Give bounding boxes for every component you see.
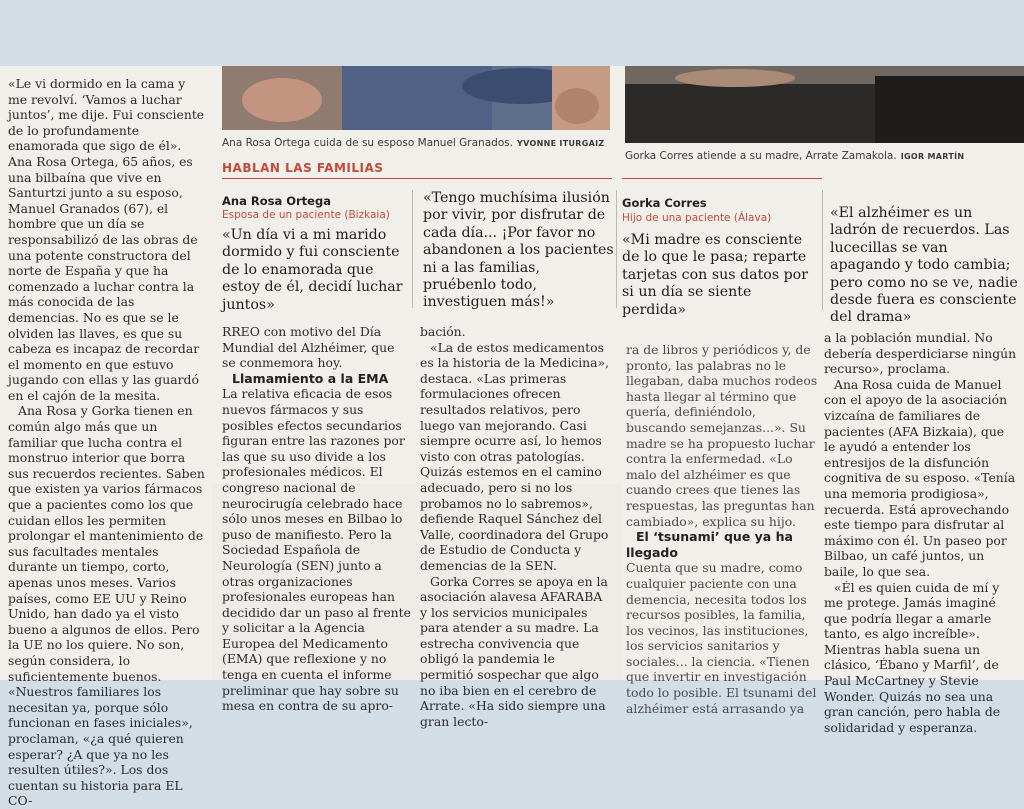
- paragraph: «Le vi dormido en la cama y me revolví. ‘Vamos a luchar juntos’, me dije. Fui consciente de lo profundamente enamorada que sigo de él». Ana Rosa Ortega, 65 años, es una bilbaína que vive en Santurtzi junto a su esposo, Manuel Granados (67), el hombre que un día se responsabilizó de las obras de una potente constructora del norte de España y que ha comenzado a luchar contra la más conocida de las demencias. No es que se le olviden las llaves, es que su cabeza es incapaz de recordar el momento en que estuvo jugando con ellas y las guardó en el cajón de la mesita.: [8, 76, 205, 403]
- paragraph: «Él es quien cuida de mí y me protege. Jamás imaginé que podría llegar a amarle tanto, es algo increíble». Mientras habla suena un clásico, ‘Ébano y Marfil’, de Paul McCartney y Stevie Wonder. Quizás no sea una gran canción, pero habla de solidaridad y esperanza.: [824, 579, 1001, 735]
- testimonial-quote: «Tengo muchísima ilusión por vivir, por disfrutar de cada día... ¡Por favor no abandonen a los pacientes ni a las familias, pruébenlo todo, investiguen más!»: [423, 190, 614, 311]
- body-column-1: [8, 76, 208, 809]
- paragraph: Ana Rosa cuida de Manuel con el apoyo de la asociación vizcaína de familiares de pacientes (AFA Bizkaia), que le ayudó a entender los entresijos de la disfunción cognitiva de su esposo. «Tenía una memoria prodigiosa», recuerda. Está aprovechando este tiempo para disfrutar al máximo con él. Un paseo por Bilbao, un café juntos, un baile, lo que sea.: [824, 376, 1016, 579]
- body-column-3: [420, 324, 612, 729]
- testimonial-role: Esposa de un paciente (Bizkaia): [222, 209, 390, 221]
- body-column-4: [626, 342, 818, 716]
- column-divider: [822, 190, 823, 310]
- section-rule-right: [622, 178, 822, 179]
- paragraph: a la población mundial. No debería desperdiciarse ningún recurso», proclama.: [824, 330, 1017, 377]
- body-column-5: [824, 330, 1018, 735]
- body-column-2: [222, 324, 412, 714]
- paragraph: ra de libros y periódicos y, de pronto, las palabras no le llegaban, daba muchos rodeos hasta llegar al término que quería, definiéndolo, buscando semejanzas...». Su madre se ha propuesto luchar contra la enfermedad. «Lo malo del alzhéimer es que cuando crees que tienes las respuestas, las preguntas han cambiado», explica su hijo.: [626, 342, 818, 529]
- caption-text: Ana Rosa Ortega cuida de su esposo Manuel Granados.: [222, 137, 514, 149]
- section-title: HABLAN LAS FAMILIAS: [222, 161, 384, 175]
- photo-credit: YVONNE ITURGAIZ: [517, 139, 605, 148]
- column-divider: [412, 190, 413, 308]
- paragraph: «La de estos medicamentos es la historia de la Medicina», destaca. «Las primeras formulaciones ofrecen resultados relativos, pero luego van mejorando. Casi siempre ocurre así, lo hemos visto con otras patologías. Quizás estemos en el camino adecuado, pero si no los probamos no lo sabremos», defiende Raquel Sánchez del Valle, coordinadora del Grupo de Estudio de Conducta y demencias de la SEN.: [420, 339, 610, 573]
- testimonial-quote: «El alzhéimer es un ladrón de recuerdos. Las lucecillas se van apagando y todo cambia; pero como no se ve, nadie desde fuera es consciente del drama»: [830, 205, 1018, 326]
- photo-gorka-arrate: [625, 66, 1024, 143]
- photo-ana-rosa-manuel: [222, 66, 610, 130]
- photo-caption-1: [222, 137, 604, 149]
- section-rule: [222, 178, 612, 179]
- paragraph: La relativa eficacia de esos nuevos fármacos y sus posibles efectos secundarios figuran entre las razones por las que su uso divide a los profesionales médicos. El congreso nacional de neurocirugía celebrado hace sólo unos meses en Bilbao lo puso de manifiesto. Pero la Sociedad Española de Neurología (SEN) junto a otras organizaciones profesionales europeas han decidido dar un paso al frente y solicitar a la Agencia Europea del Medicamento (EMA) que reflexione y no tenga en cuenta el informe preliminar que hay sobre su mesa en contra de su apro-: [222, 386, 411, 714]
- subheading: El ‘tsunami’ que ya ha llegado: [626, 529, 793, 560]
- testimonial-quote: «Un día vi a mi marido dormido y fui consciente de lo enamorada que estoy de él, decidí luchar juntos»: [222, 227, 403, 313]
- testimonial-role: Hijo de una paciente (Álava): [622, 212, 772, 224]
- subheading: Llamamiento a la EMA: [232, 370, 389, 386]
- testimonial-name: Ana Rosa Ortega: [222, 194, 331, 208]
- paragraph: Ana Rosa y Gorka tienen en común algo más que un familiar que lucha contra el monstruo interior que borra sus recuerdos recientes. Saben que existen ya varios fármacos que a pacientes como los que cuidan ellos les permiten prolongar el mantenimiento de sus facultades mentales durante un tiempo, corto, apenas unos meses. Varios países, como EE UU y Reino Unido, han dado ya el visto bueno a algunos de ellos. Pero la UE no los quiere. No son, según considera, lo suficientemente buenos. «Nuestros familiares los necesitan ya, porque sólo funcionan en fases iniciales», proclaman, «¿a qué quieren esperar? ¿A que ya no les resulten útiles?». Los dos cuentan su historia para EL CO-: [8, 403, 205, 809]
- photo-credit: IGOR MARTÍN: [900, 152, 965, 161]
- column-divider: [616, 190, 617, 308]
- testimonial-quote: «Mi madre es consciente de lo que le pasa; reparte tarjetas con sus datos por si un día se siente perdida»: [622, 232, 809, 318]
- photo-caption-2: [625, 150, 964, 162]
- paragraph: RREO con motivo del Día Mundial del Alzhéimer, que se conmemora hoy.: [222, 324, 395, 371]
- paragraph: Gorka Corres se apoya en la asociación alavesa AFARABA y los servicios municipales para atender a su madre. La estrecha convivencia que obligó la pandemia le permitió sospechar que algo no iba bien en el cerebro de Arrate. «Ha sido siempre una gran lecto-: [420, 573, 608, 729]
- testimonial-name: Gorka Corres: [622, 196, 707, 210]
- paragraph: bación.: [420, 324, 466, 339]
- caption-text: Gorka Corres atiende a su madre, Arrate Zamakola.: [625, 150, 897, 162]
- paragraph: Cuenta que su madre, como cualquier paciente con una demencia, necesita todos los recursos posibles, la familia, los vecinos, las instituciones, los servicios sanitarios y sociales... la ciencia. «Tienen que invertir en investigación todo lo posible. El tsunami del alzhéimer está arrasando ya: [626, 560, 817, 716]
